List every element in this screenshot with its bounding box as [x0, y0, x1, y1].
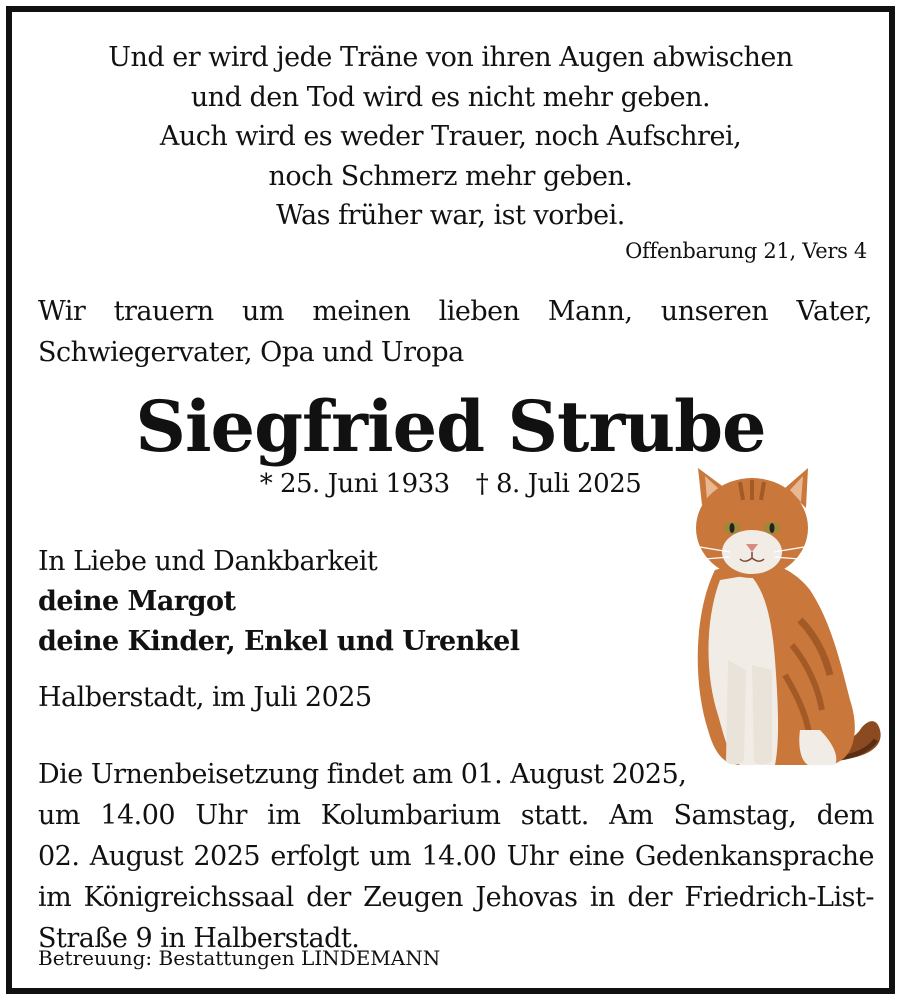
burial-line: 02. August 2025 erfolgt um 14.00 Uhr eine Gedenkansprache — [38, 841, 874, 872]
obituary-notice — [6, 6, 895, 994]
burial-line: im Königreichssaal der Zeugen Jehovas in der Friedrich-List- — [38, 882, 874, 913]
verse-line: Und er wird jede Träne von ihren Augen abwischen — [108, 42, 793, 73]
burial-line: Die Urnenbeisetzung findet am 01. August 2025, — [38, 759, 687, 790]
birth-date: * 25. Juni 1933 — [259, 469, 450, 499]
funeral-home: Betreuung: Bestattungen LINDEMANN — [38, 946, 441, 970]
verse-source: Offenbarung 21, Vers 4 — [625, 239, 867, 263]
deceased-name: Siegfried Strube — [135, 385, 766, 468]
verse-line: Was früher war, ist vorbei. — [276, 200, 625, 231]
mourning-line: Schwiegervater, Opa und Uropa — [38, 337, 464, 368]
verse-line: Auch wird es weder Trauer, noch Aufschrei, — [159, 121, 742, 152]
place-date: Halberstadt, im Juli 2025 — [38, 682, 372, 713]
family-intro: In Liebe und Dankbarkeit — [38, 546, 378, 577]
cat-photo — [680, 460, 885, 795]
verse-line: und den Tod wird es nicht mehr geben. — [190, 81, 711, 113]
burial-line: Straße 9 in Halberstadt. — [38, 923, 360, 954]
mourning-line: Wir trauern um meinen lieben Mann, unseren Vater, — [38, 296, 872, 327]
verse-line: noch Schmerz mehr geben. — [268, 160, 633, 192]
bible-verse — [12, 38, 889, 236]
spouse-name: deine Margot — [38, 586, 236, 617]
relatives-line: deine Kinder, Enkel und Urenkel — [38, 626, 520, 657]
family-signature — [38, 542, 520, 662]
burial-line: um 14.00 Uhr im Kolumbarium statt. Am Samstag, dem — [38, 800, 874, 831]
death-date: † 8. Juli 2025 — [475, 469, 642, 499]
mourning-statement — [38, 291, 872, 373]
